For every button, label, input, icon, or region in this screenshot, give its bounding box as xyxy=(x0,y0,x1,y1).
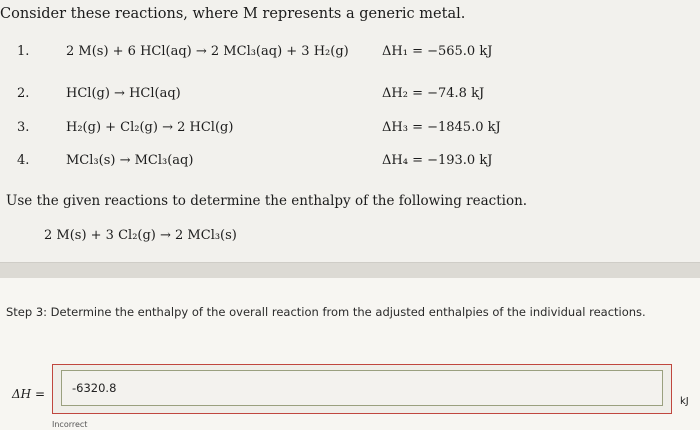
reaction-1-number: 1. xyxy=(17,44,30,59)
section-divider xyxy=(0,262,700,279)
reaction-2-enthalpy: ΔH₂ = −74.8 kJ xyxy=(382,86,485,101)
answer-input[interactable] xyxy=(61,370,663,406)
problem-prompt: Use the given reactions to determine the enthalpy of the following reaction. xyxy=(6,193,528,209)
step-instruction: Step 3: Determine the enthalpy of the overall reaction from the adjusted enthalpies of the individual reactions. xyxy=(6,305,646,319)
reaction-2-equation: HCl(g) → HCl(aq) xyxy=(66,86,181,101)
reaction-2-number: 2. xyxy=(17,86,30,101)
reaction-1-enthalpy: ΔH₁ = −565.0 kJ xyxy=(382,44,493,59)
answer-label: ΔH = xyxy=(12,387,45,401)
reaction-3-enthalpy: ΔH₃ = −1845.0 kJ xyxy=(382,120,501,135)
reaction-4-enthalpy: ΔH₄ = −193.0 kJ xyxy=(382,153,493,168)
reaction-3-number: 3. xyxy=(17,120,30,135)
reaction-1-equation: 2 M(s) + 6 HCl(aq) → 2 MCl₃(aq) + 3 H₂(g) xyxy=(66,44,349,59)
reaction-4-equation: MCl₃(s) → MCl₃(aq) xyxy=(66,153,194,168)
reaction-4-number: 4. xyxy=(17,153,30,168)
reaction-3-equation: H₂(g) + Cl₂(g) → 2 HCl(g) xyxy=(66,120,234,135)
answer-unit: kJ xyxy=(680,396,689,407)
target-reaction: 2 M(s) + 3 Cl₂(g) → 2 MCl₃(s) xyxy=(44,228,237,243)
feedback-text: Incorrect xyxy=(52,420,88,429)
problem-intro: Consider these reactions, where M represents a generic metal. xyxy=(0,6,466,22)
step-panel xyxy=(0,278,700,430)
answer-field-frame xyxy=(52,364,672,414)
